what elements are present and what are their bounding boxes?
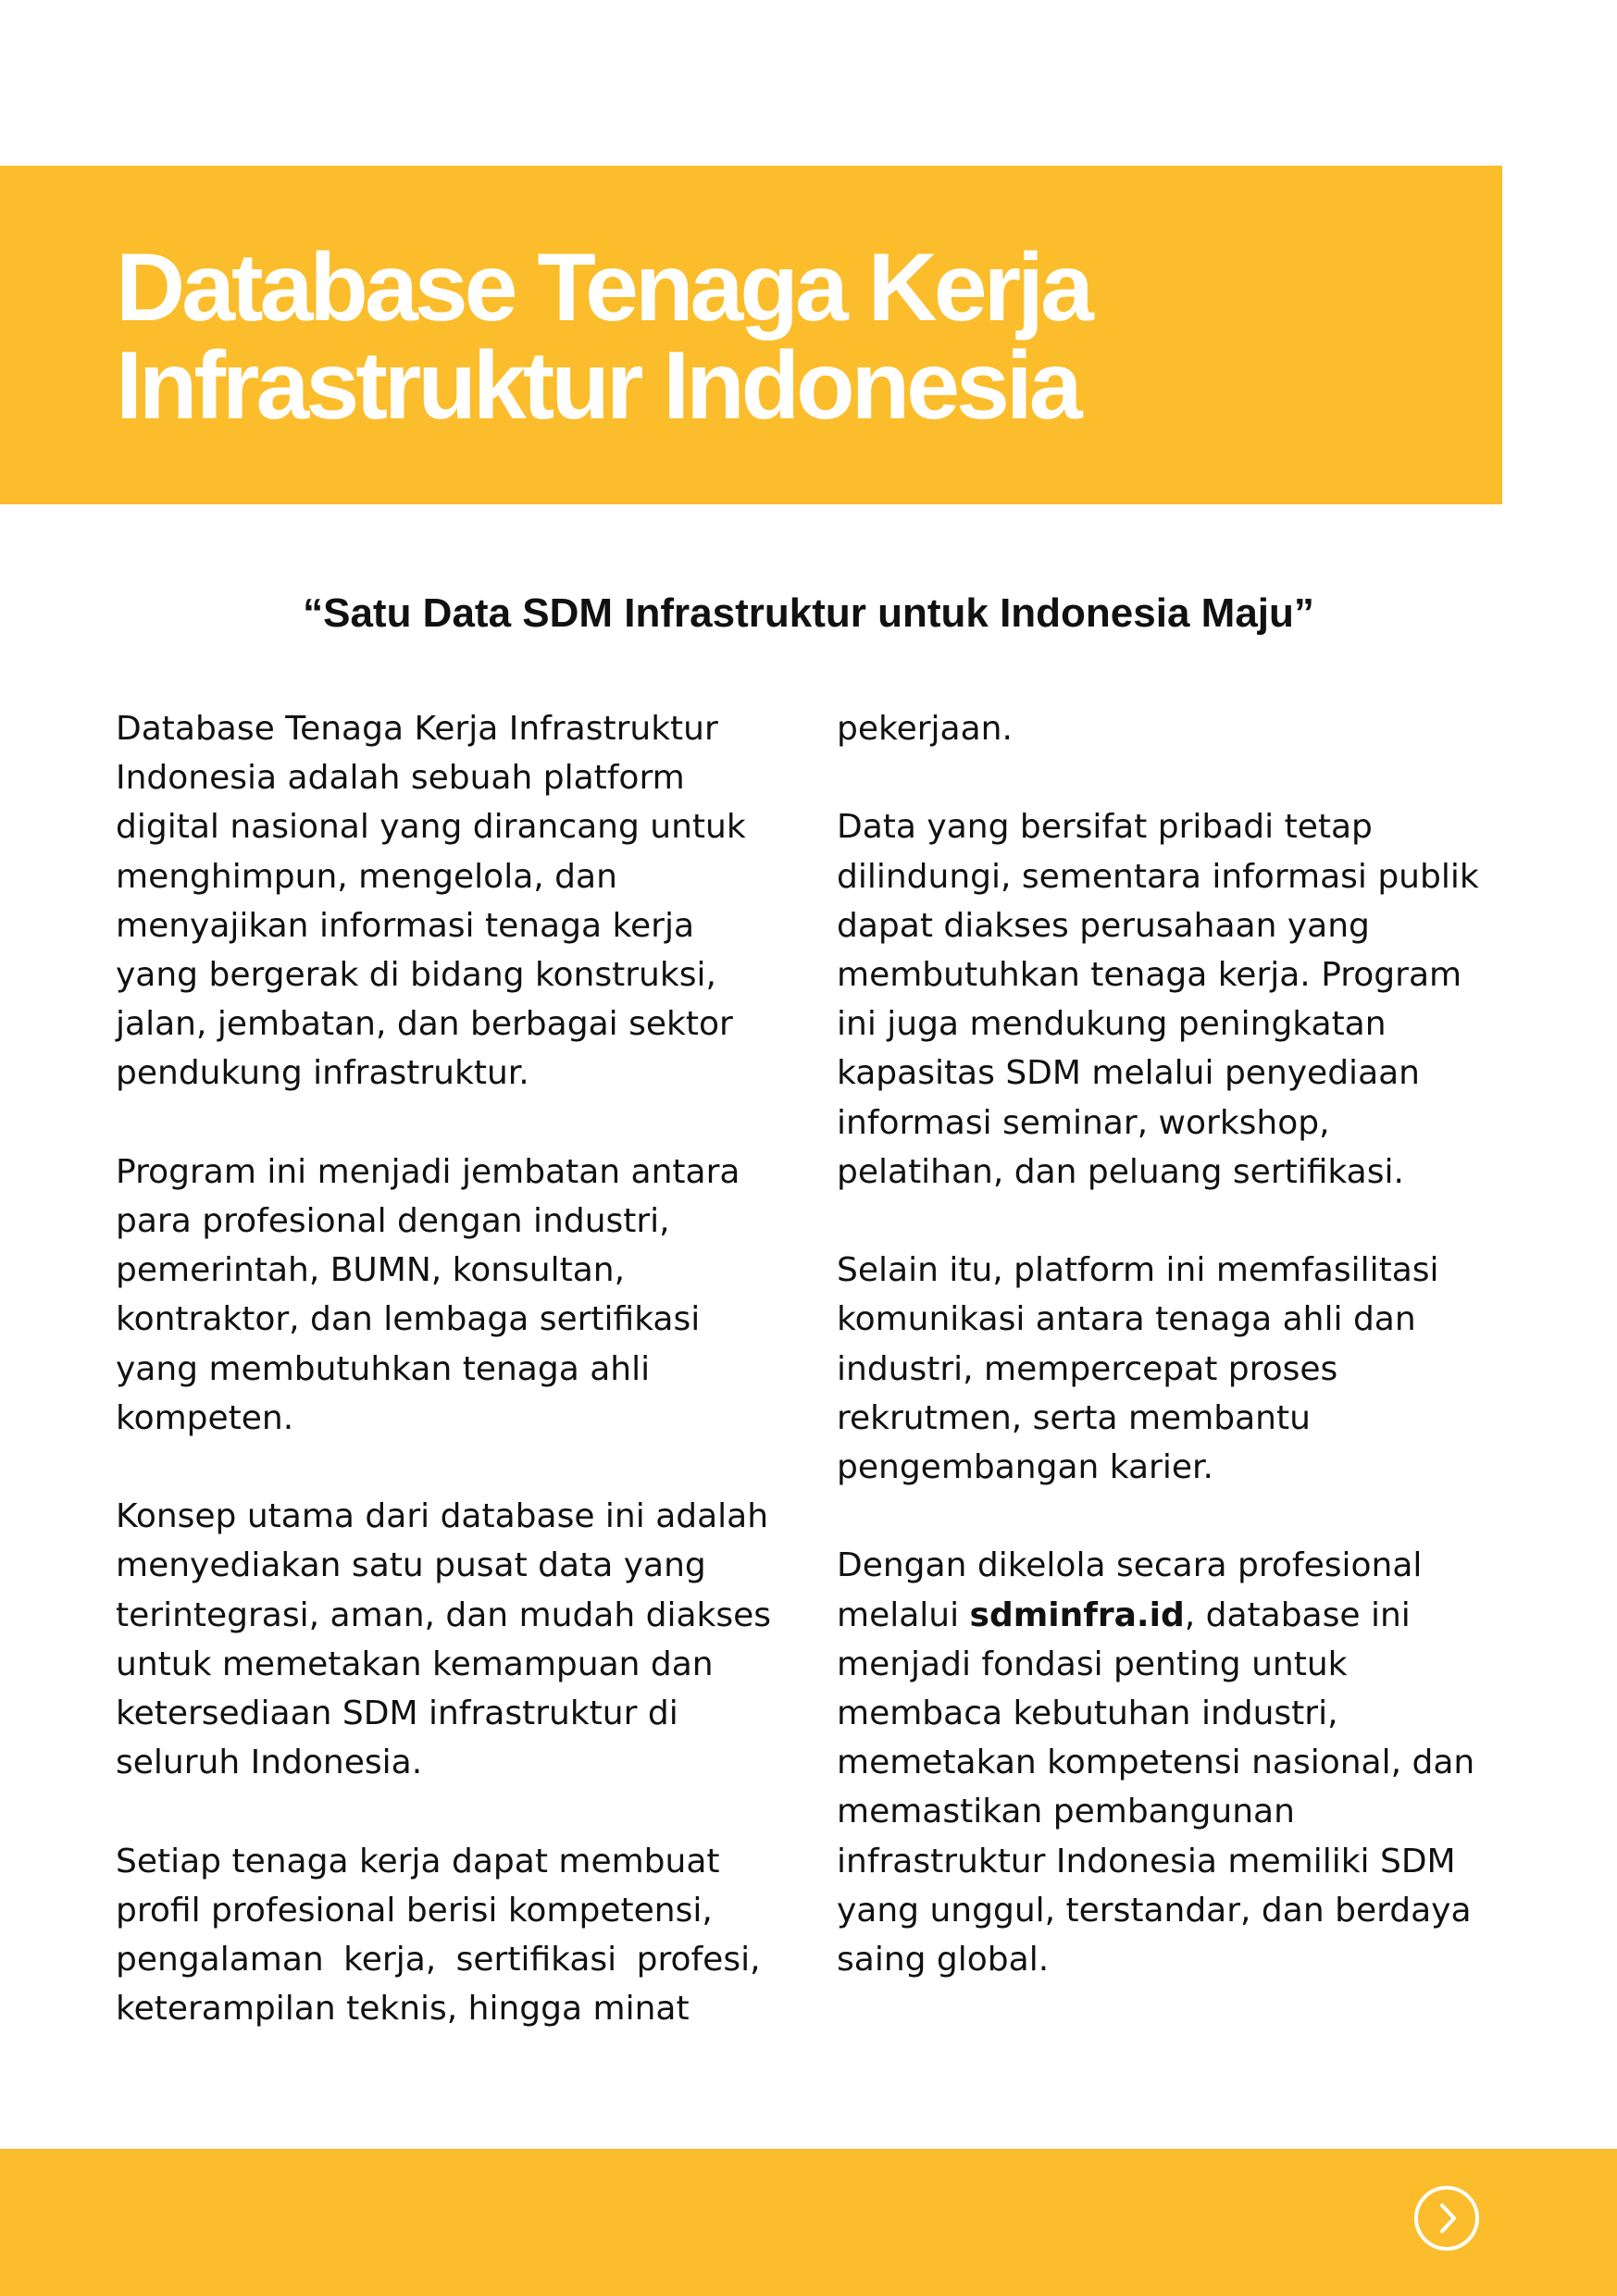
text-line: ketersediaan SDM infrastruktur di [116, 1694, 678, 1733]
text-line: yang membutuhkan tenaga ahli [116, 1349, 651, 1388]
text-fragment: melalui [837, 1595, 970, 1634]
text-line: rekrutmen, serta membantu [837, 1398, 1311, 1437]
paragraph-intro [116, 704, 782, 1098]
paragraph-closing [837, 1541, 1503, 1984]
text-line: Data yang bersifat pribadi tetap [837, 808, 1373, 847]
text-line: digital nasional yang dirancang untuk [116, 808, 746, 847]
next-page-button[interactable] [1414, 2186, 1479, 2251]
paragraph-concept [116, 1492, 782, 1787]
footer-banner [0, 2149, 1617, 2296]
text-line-with-site [837, 1591, 1503, 1640]
text-line: Setiap tenaga kerja dapat membuat [116, 1842, 720, 1880]
paragraph-profile-continued [837, 704, 1503, 753]
text-line: memetakan kompetensi nasional, dan [837, 1744, 1475, 1782]
text-line: Program ini menjadi jembatan antara [116, 1152, 740, 1191]
text-line: menyajikan informasi tenaga kerja [116, 906, 695, 945]
text-line: terintegrasi, aman, dan mudah diakses [116, 1595, 772, 1634]
title-line-1: Database Tenaga Kerja [116, 234, 1090, 341]
text-line: Selain itu, platform ini memfasilitasi [837, 1251, 1439, 1290]
paragraph-communication [837, 1246, 1503, 1492]
paragraph-privacy [837, 802, 1503, 1197]
text-line: pendukung infrastruktur. [116, 1054, 529, 1093]
text-line: dapat diakses perusahaan yang [837, 906, 1370, 945]
text-line: membaca kebutuhan industri, [837, 1694, 1338, 1733]
text-line: Database Tenaga Kerja Infrastruktur [116, 710, 718, 748]
text-line: dilindungi, sementara informasi publik [837, 857, 1479, 896]
text-line: pemerintah, BUMN, konsultan, [116, 1251, 626, 1290]
paragraph-bridge [116, 1148, 782, 1443]
left-text-column [116, 704, 782, 2033]
text-line: menyediakan satu pusat data yang [116, 1546, 706, 1585]
text-line: menghimpun, mengelola, dan [116, 857, 617, 896]
chevron-right-icon [1418, 2190, 1475, 2247]
text-line: kapasitas SDM melalui penyediaan [837, 1054, 1420, 1093]
text-line: Konsep utama dari database ini adalah [116, 1497, 769, 1536]
title-line-2: Infrastruktur Indonesia [116, 332, 1079, 440]
paragraph-profile [116, 1837, 782, 2034]
text-fragment: , database ini [1184, 1595, 1411, 1634]
text-line: menjadi fondasi penting untuk [837, 1644, 1348, 1683]
text-line: saing global. [837, 1941, 1050, 1980]
text-line: jalan, jembatan, dan berbagai sektor [116, 1005, 733, 1044]
text-line: infrastruktur Indonesia memiliki SDM [837, 1842, 1456, 1880]
text-line: untuk memetakan kemampuan dan [116, 1644, 714, 1683]
text-line: kompeten. [116, 1398, 294, 1437]
text-line: yang bergerak di bidang konstruksi, [116, 956, 716, 995]
text-line: industri, mempercepat proses [837, 1349, 1338, 1388]
site-name: sdminfra.id [969, 1595, 1185, 1634]
text-line: informasi seminar, workshop, [837, 1103, 1330, 1142]
text-line: kontraktor, dan lembaga sertifikasi [116, 1300, 701, 1339]
text-line: Indonesia adalah sebuah platform [116, 759, 685, 798]
text-line: memastikan pembangunan [837, 1793, 1295, 1831]
text-line: yang unggul, terstandar, dan berdaya [837, 1891, 1472, 1930]
text-line: keterampilan teknis, hingga minat [116, 1990, 690, 2029]
tagline: “Satu Data SDM Infrastruktur untuk Indonesia Maju” [303, 590, 1314, 636]
text-line: pengalaman kerja, sertifikasi profesi, [116, 1941, 761, 1980]
text-line: ini juga mendukung peningkatan [837, 1005, 1387, 1044]
right-text-column [837, 704, 1503, 1984]
text-line: Dengan dikelola secara profesional [837, 1546, 1423, 1585]
text-line: komunikasi antara tenaga ahli dan [837, 1300, 1416, 1339]
page-title [116, 234, 1090, 440]
text-line: pekerjaan. [837, 710, 1013, 748]
text-line: membutuhkan tenaga kerja. Program [837, 956, 1462, 994]
text-line: pelatihan, dan peluang sertifikasi. [837, 1152, 1404, 1191]
text-line: seluruh Indonesia. [116, 1744, 423, 1782]
text-line: para profesional dengan industri, [116, 1202, 670, 1241]
text-line: profil profesional berisi kompetensi, [116, 1891, 713, 1930]
text-line: pengembangan karier. [837, 1448, 1213, 1487]
